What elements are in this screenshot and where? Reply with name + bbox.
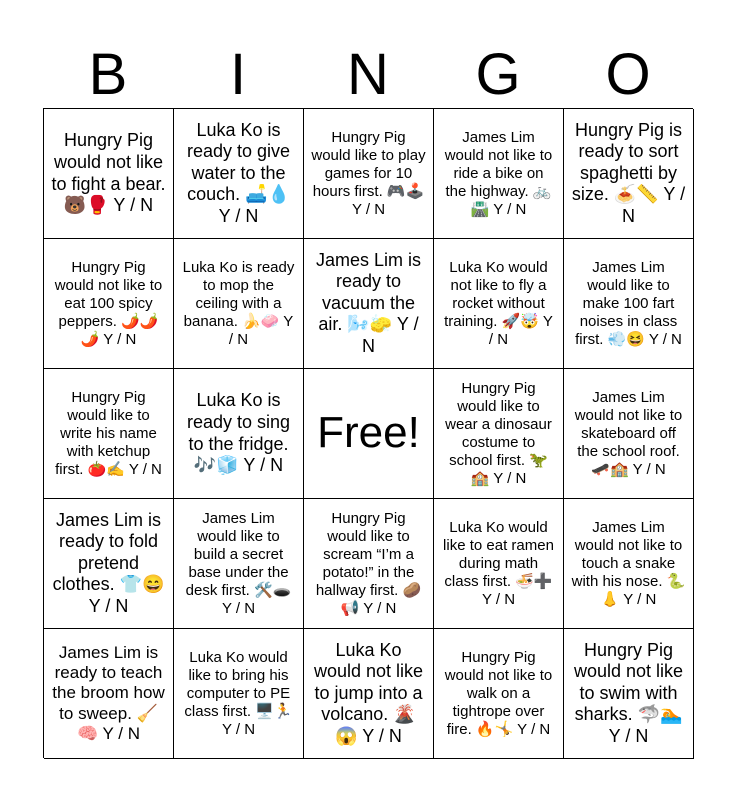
bingo-cell-b2[interactable]: Hungry Pig would not like to eat 100 spicy peppers. 🌶️🌶️🌶️ Y / N	[44, 239, 174, 369]
bingo-cell-n4[interactable]: Hungry Pig would like to scream “I’m a potato!” in the hallway first. 🥔📢 Y / N	[304, 499, 434, 629]
bingo-cell-g1[interactable]: James Lim would not like to ride a bike on the highway. 🚲🛣️ Y / N	[434, 109, 564, 239]
bingo-grid	[43, 108, 693, 758]
bingo-cell-g5[interactable]: Hungry Pig would not like to walk on a tightrope over fire. 🔥🤸 Y / N	[434, 629, 564, 759]
header-letter-g: G	[475, 41, 521, 107]
bingo-cell-i1[interactable]: Luka Ko is ready to give water to the couch. 🛋️💧 Y / N	[174, 109, 304, 239]
bingo-cell-free[interactable]: Free!	[304, 369, 434, 499]
bingo-cell-o1[interactable]: Hungry Pig is ready to sort spaghetti by size. 🍝📏 Y / N	[564, 109, 694, 239]
bingo-cell-b4[interactable]: James Lim is ready to fold pretend clothes. 👕😄 Y / N	[44, 499, 174, 629]
bingo-header	[43, 40, 693, 108]
bingo-cell-n1[interactable]: Hungry Pig would like to play games for 10 hours first. 🎮🕹️ Y / N	[304, 109, 434, 239]
bingo-cell-i5[interactable]: Luka Ko would like to bring his computer to PE class first. 🖥️🏃 Y / N	[174, 629, 304, 759]
bingo-cell-b1[interactable]: Hungry Pig would not like to fight a bear. 🐻🥊 Y / N	[44, 109, 174, 239]
bingo-cell-i4[interactable]: James Lim would like to build a secret base under the desk first. 🛠️🕳️ Y / N	[174, 499, 304, 629]
header-letter-o: O	[605, 41, 651, 107]
bingo-cell-g2[interactable]: Luka Ko would not like to fly a rocket without training. 🚀🤯 Y / N	[434, 239, 564, 369]
bingo-cell-n2[interactable]: James Lim is ready to vacuum the air. 🌬️🧽 Y / N	[304, 239, 434, 369]
header-letter-n: N	[347, 41, 389, 107]
bingo-cell-b5[interactable]: James Lim is ready to teach the broom how to sweep. 🧹🧠 Y / N	[44, 629, 174, 759]
bingo-cell-g3[interactable]: Hungry Pig would like to wear a dinosaur costume to school first. 🦖🏫 Y / N	[434, 369, 564, 499]
bingo-cell-i3[interactable]: Luka Ko is ready to sing to the fridge. 🎶🧊 Y / N	[174, 369, 304, 499]
bingo-cell-b3[interactable]: Hungry Pig would like to write his name with ketchup first. 🍅✍️ Y / N	[44, 369, 174, 499]
bingo-cell-o3[interactable]: James Lim would not like to skateboard off the school roof. 🛹🏫 Y / N	[564, 369, 694, 499]
bingo-cell-o4[interactable]: James Lim would not like to touch a snake with his nose. 🐍👃 Y / N	[564, 499, 694, 629]
bingo-cell-o5[interactable]: Hungry Pig would not like to swim with sharks. 🦈🏊 Y / N	[564, 629, 694, 759]
bingo-cell-o2[interactable]: James Lim would like to make 100 fart noises in class first. 💨😆 Y / N	[564, 239, 694, 369]
bingo-cell-n5[interactable]: Luka Ko would not like to jump into a volcano. 🌋😱 Y / N	[304, 629, 434, 759]
bingo-cell-i2[interactable]: Luka Ko is ready to mop the ceiling with a banana. 🍌🧼 Y / N	[174, 239, 304, 369]
header-letter-b: B	[88, 41, 128, 107]
header-letter-i: I	[229, 41, 247, 107]
bingo-cell-g4[interactable]: Luka Ko would like to eat ramen during math class first. 🍜➕ Y / N	[434, 499, 564, 629]
